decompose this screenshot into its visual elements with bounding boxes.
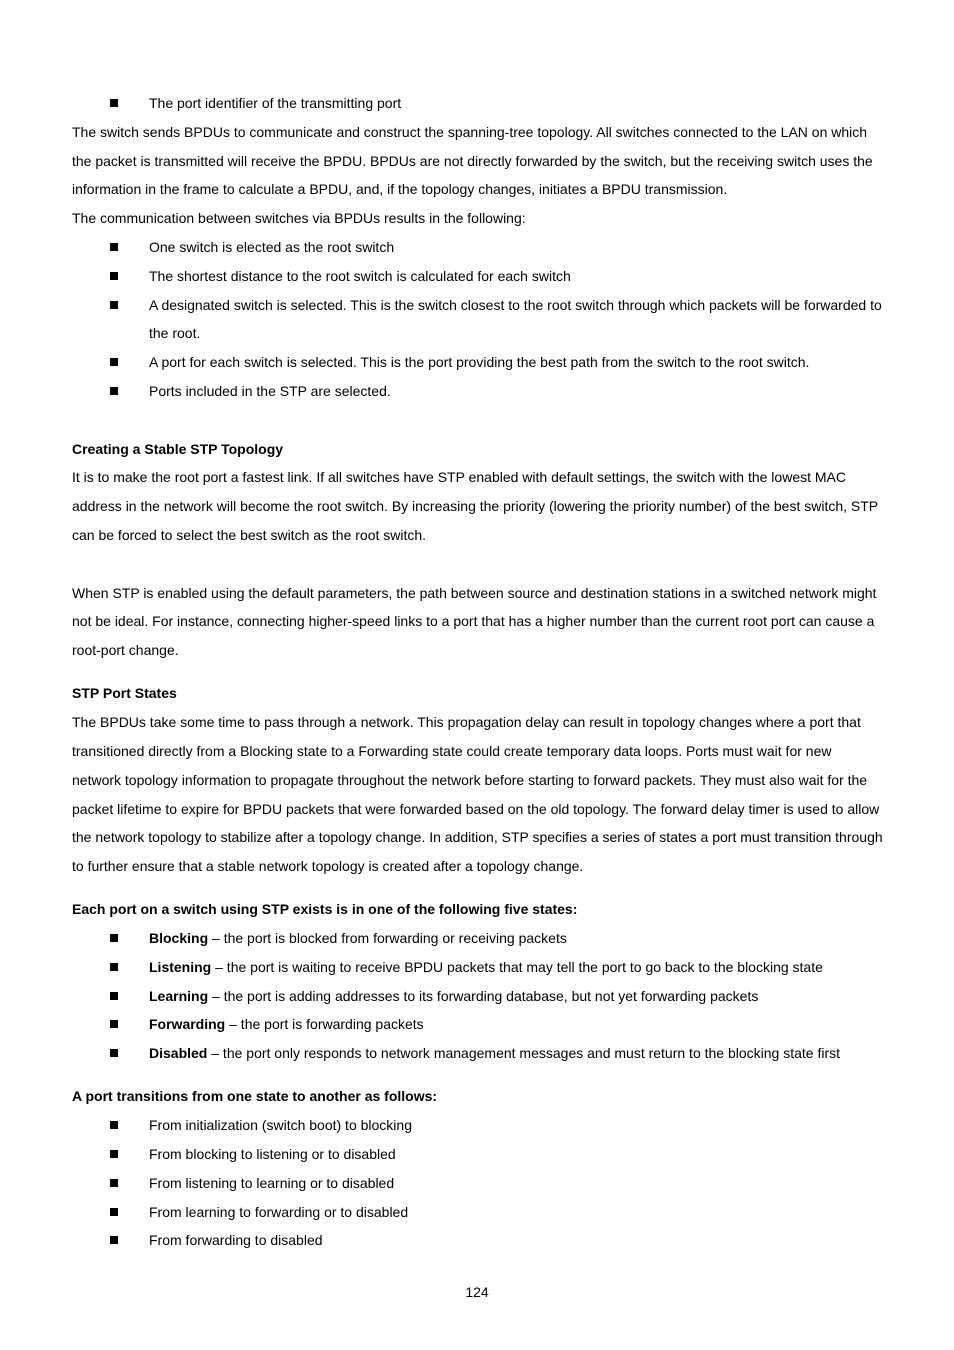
state-term: Learning: [149, 987, 209, 1004]
square-bullet-icon: [110, 992, 118, 1000]
paragraph: The communication between switches via BPDUs results in the following:: [72, 210, 526, 227]
list-item: [72, 982, 884, 1011]
list-item: [72, 348, 884, 377]
state-description: – the port is waiting to receive BPDU packets that may tell the port to go back to the blocking state: [211, 958, 823, 975]
subheading-five-states: Each port on a switch using STP exists is in one of the following five states:: [72, 901, 578, 918]
list-item: [72, 1111, 884, 1140]
states-list: [72, 924, 884, 1068]
list-item-text: Ports included in the STP are selected.: [149, 382, 391, 399]
square-bullet-icon: [110, 358, 118, 366]
state-description: – the port is blocked from forwarding or receiving packets: [208, 930, 567, 947]
results-list: [72, 233, 884, 406]
square-bullet-icon: [110, 1049, 118, 1057]
square-bullet-icon: [110, 1121, 118, 1129]
square-bullet-icon: [110, 1020, 118, 1028]
list-item-text: From initialization (switch boot) to blocking: [149, 1117, 412, 1134]
list-item: [72, 89, 884, 118]
list-item: [72, 1010, 884, 1039]
list-item-text: From listening to learning or to disabled: [149, 1174, 395, 1191]
list-item: [72, 377, 884, 406]
list-item: [72, 1169, 884, 1198]
list-item: [72, 1039, 884, 1068]
spacer: [72, 665, 884, 679]
spacer: [72, 550, 884, 579]
paragraph: When STP is enabled using the default parameters, the path between source and destination stations in a switched network might not be ideal. For instance, connecting higher-speed links to a port that has a higher number than the current root port can cause a root-port change.: [72, 584, 877, 659]
square-bullet-icon: [110, 99, 118, 107]
list-item: [72, 1140, 884, 1169]
square-bullet-icon: [110, 1179, 118, 1187]
state-description: – the port is forwarding packets: [225, 1016, 424, 1033]
state-term: Disabled: [149, 1045, 208, 1062]
list-item: [72, 233, 884, 262]
state-term: Listening: [149, 958, 212, 975]
transitions-list: [72, 1111, 884, 1255]
list-item: [72, 1198, 884, 1227]
subheading-transitions: A port transitions from one state to another as follows:: [72, 1088, 438, 1105]
square-bullet-icon: [110, 301, 118, 309]
list-item-text: The port identifier of the transmitting port: [149, 95, 402, 111]
square-bullet-icon: [110, 1236, 118, 1244]
square-bullet-icon: [110, 1208, 118, 1216]
state-description: – the port is adding addresses to its forwarding database, but not yet forwarding packets: [208, 987, 759, 1004]
list-item-text: One switch is elected as the root switch: [149, 238, 395, 255]
spacer: [72, 406, 884, 435]
list-item-text: From blocking to listening or to disabled: [149, 1146, 396, 1163]
paragraph: It is to make the root port a fastest link. If all switches have STP enabled with default settings, the switch with the lowest MAC address in the network will become the root switch. By increasing the priority (lowering the priority number) of the best switch, STP can be forced to select the best switch as the root switch.: [72, 469, 878, 543]
list-item: [72, 953, 884, 982]
paragraph: The BPDUs take some time to pass through a network. This propagation delay can result in topology changes where a port that transitioned directly from a Blocking state to a Forwarding state could create temporary data loops. Ports must wait for new network topology information to propagate throughout the network before starting to forward packets. They must also wait for the packet lifetime to expire for BPDU packets that were forwarded based on the old topology. The forward delay timer is used to allow the network topology to stabilize after a topology change. In addition, STP specifies a series of states a port must transition through to further ensure that a stable network topology is created after a topology change.: [72, 714, 883, 875]
square-bullet-icon: [110, 272, 118, 280]
list-item: [72, 924, 884, 953]
square-bullet-icon: [110, 1150, 118, 1158]
list-item-text: From forwarding to disabled: [149, 1232, 323, 1249]
paragraph: The switch sends BPDUs to communicate and construct the spanning-tree topology. All switches connected to the LAN on which the packet is transmitted will receive the BPDU. BPDUs are not directly forwarded by the switch, but the receiving switch uses the information in the frame to calculate a BPDU, and, if the topology changes, initiates a BPDU transmission.: [72, 123, 873, 198]
state-description: – the port only responds to network management messages and must return to the blocking state first: [207, 1045, 841, 1062]
square-bullet-icon: [110, 243, 118, 251]
state-term: Blocking: [149, 930, 209, 947]
section-heading-port-states: STP Port States: [72, 685, 177, 702]
list-item-text: A port for each switch is selected. This is the port providing the best path from the switch to the root switch.: [149, 354, 810, 371]
square-bullet-icon: [110, 934, 118, 942]
list-item-text: The shortest distance to the root switch is calculated for each switch: [149, 267, 571, 284]
list-item: [72, 262, 884, 291]
page-number: 124: [465, 1284, 489, 1300]
square-bullet-icon: [110, 963, 118, 971]
state-term: Forwarding: [149, 1016, 226, 1033]
list-item-text: From learning to forwarding or to disabled: [149, 1203, 409, 1220]
square-bullet-icon: [110, 387, 118, 395]
document-body: [72, 89, 884, 1255]
list-item: [72, 1226, 884, 1255]
list-item: [72, 291, 884, 349]
spacer: [72, 1068, 884, 1082]
section-heading-stable-topology: Creating a Stable STP Topology: [72, 440, 284, 457]
spacer: [72, 881, 884, 895]
list-item-text: A designated switch is selected. This is the switch closest to the root switch through which packets will be forwarded to the root.: [149, 296, 882, 342]
